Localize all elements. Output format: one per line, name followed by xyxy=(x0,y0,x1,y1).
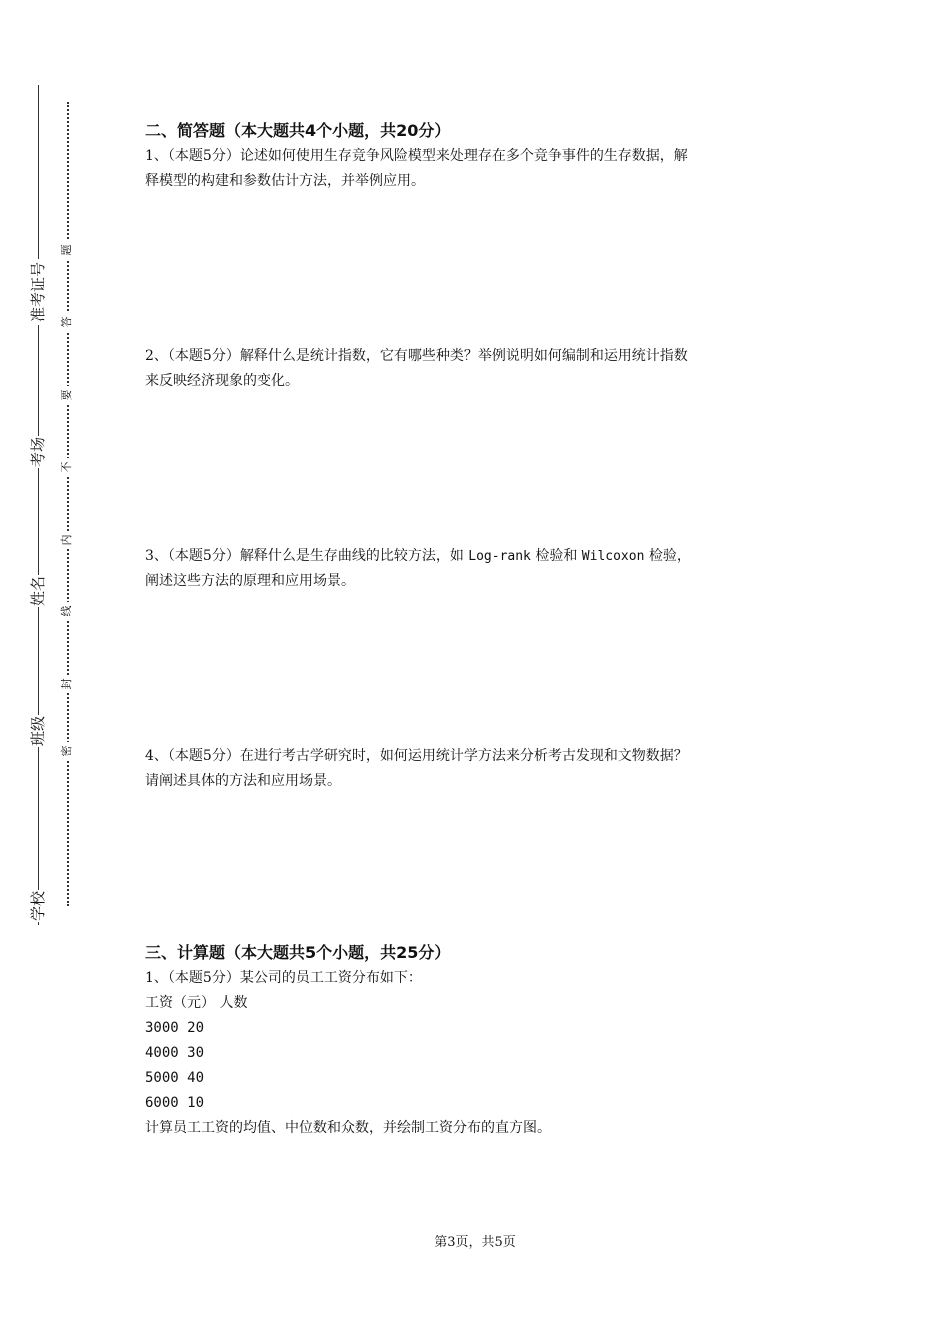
question-2-2-line-1: 2、（本题5分）解释什么是统计指数，它有哪些种类？举例说明如何编制和运用统计指数 xyxy=(145,348,688,364)
seal-char-da: 答 xyxy=(60,313,74,331)
seal-char-bu: 不 xyxy=(60,458,74,476)
question-3-1-task: 计算员工工资的均值、中位数和众数，并绘制工资分布的直方图。 xyxy=(145,1120,551,1136)
seal-char-nei: 内 xyxy=(60,531,74,549)
question-2-2-line-2: 来反映经济现象的变化。 xyxy=(145,373,299,389)
salary-row: 3000 20 xyxy=(145,1020,205,1036)
question-2-3-text-b: 检验和 xyxy=(530,548,582,564)
question-2-1-line-2: 释模型的构建和参数估计方法，并举例应用。 xyxy=(145,173,425,189)
question-2-2 xyxy=(145,344,825,394)
salary-table-header: 工资（元） 人数 xyxy=(145,995,248,1011)
question-2-3-line-2: 阐述这些方法的原理和应用场景。 xyxy=(145,573,355,589)
school-label: 学校 xyxy=(29,891,47,922)
seal-char-xian: 线 xyxy=(60,602,74,620)
question-2-4 xyxy=(145,744,825,794)
class-label: 班级 xyxy=(29,716,47,747)
salary-row: 4000 30 xyxy=(145,1045,205,1061)
page-number: 第3页，共5页 xyxy=(434,1235,516,1250)
exam-content xyxy=(145,120,825,1141)
name-label: 姓名 xyxy=(29,576,47,607)
exam-room-label: 考场 xyxy=(29,437,47,468)
admission-number-label: 准考证号 xyxy=(29,259,47,325)
seal-char-feng: 封 xyxy=(60,675,74,693)
section-3-title: 三、计算题（本大题共5个小题，共25分） xyxy=(145,943,451,962)
salary-row: 6000 10 xyxy=(145,1095,205,1111)
section-2-title: 二、简答题（本大题共4个小题，共20分） xyxy=(145,121,451,140)
wilcoxon-term: Wilcoxon xyxy=(581,549,645,564)
seal-char-mi: 密 xyxy=(60,742,74,760)
log-rank-term: Log-rank xyxy=(468,549,531,564)
question-2-3-text-a: 3、（本题5分）解释什么是生存曲线的比较方法，如 xyxy=(145,548,469,564)
question-2-3-line-1 xyxy=(145,544,825,569)
binding-line-solid xyxy=(38,85,39,925)
seal-line-dotted xyxy=(67,102,69,906)
question-2-3 xyxy=(145,544,825,594)
question-2-4-line-1: 4、（本题5分）在进行考古学研究时，如何运用统计学方法来分析考古发现和文物数据？ xyxy=(145,748,688,764)
question-2-3-text-c: 检验， xyxy=(644,548,691,564)
question-3-1-intro: 1、（本题5分）某公司的员工工资分布如下： xyxy=(145,970,422,986)
seal-char-yao: 要 xyxy=(60,386,74,404)
salary-row: 5000 40 xyxy=(145,1070,205,1086)
question-2-1-line-1: 1、（本题5分）论述如何使用生存竞争风险模型来处理存在多个竞争事件的生存数据，解 xyxy=(145,148,688,164)
question-3-1 xyxy=(145,966,825,1141)
seal-char-ti: 题 xyxy=(60,241,74,259)
question-2-4-line-2: 请阐述具体的方法和应用场景。 xyxy=(145,773,341,789)
question-2-1 xyxy=(145,144,825,194)
